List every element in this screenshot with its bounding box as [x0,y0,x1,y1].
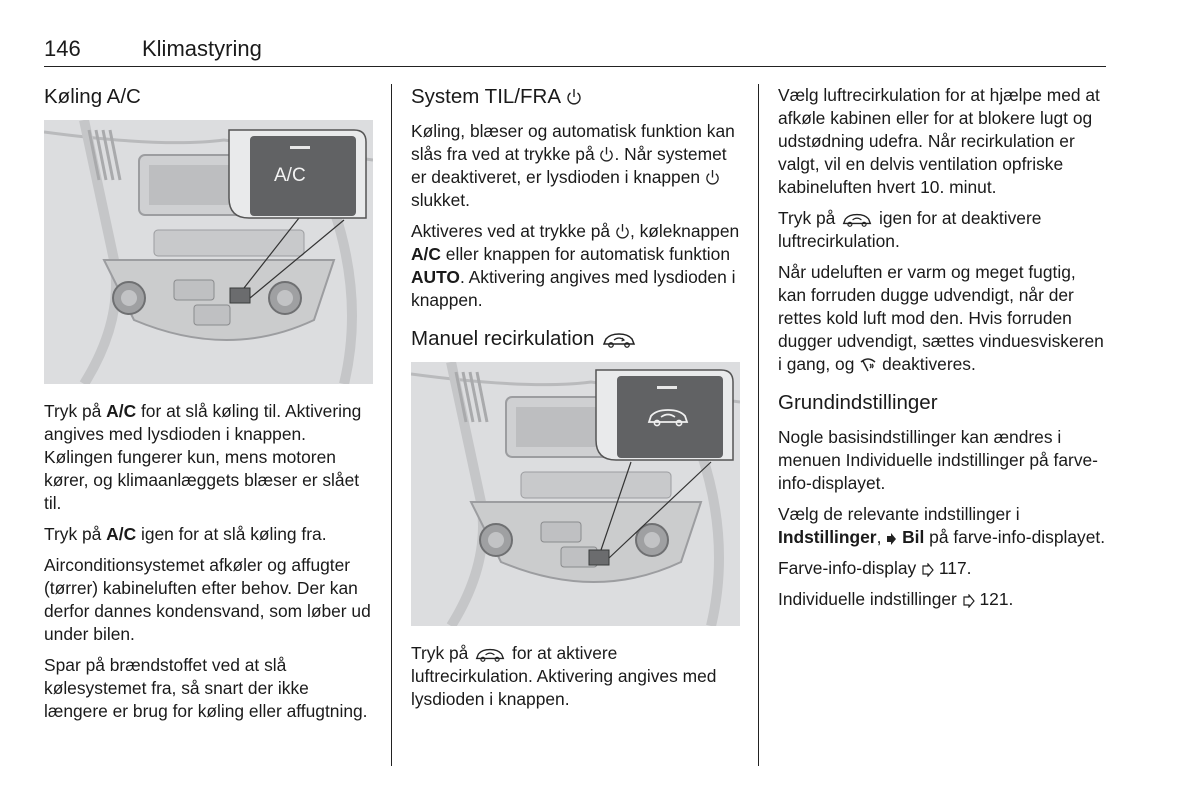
paragraph: Tryk på A/C igen for at slå køling fra. [44,524,327,544]
arrow-right-icon [886,532,897,546]
column-1 [44,84,374,731]
column-divider [758,84,759,766]
page-header [44,34,1106,67]
recirculation-icon [600,330,638,348]
power-icon [615,223,630,240]
paragraph: Når udeluften er varm og meget fugtig, kan forruden dugge udvendigt, når der rettes kold luft mod den. Hvis forruden dugger udvendigt, sættes vinduesviskeren i gang, og deaktiveres. [778,262,1104,374]
paragraph: Aktiveres ved at trykke på , køleknappen A/C eller knappen for automatisk funktion AUTO. Aktivering angives med lysdioden i knappen. [411,221,740,310]
recirculation-icon [840,211,874,227]
section-title-ac: Køling A/C [44,85,141,108]
column-divider [391,84,392,766]
column-2 [411,84,741,719]
paragraph: Tryk på igen for at deaktivere luftrecirkulation. [778,208,1042,251]
power-icon [566,88,582,106]
section-title-recirculation: Manuel recirkulation [411,326,741,352]
page-reference-link[interactable]: 121. [979,589,1014,609]
paragraph: Airconditionsystemet afkøler og affugter (tørrer) kabineluften efter behov. Der kan derfor dannes kondensvand, som løber ud under bilen. [44,555,371,644]
page-number: 146 [44,36,81,61]
paragraph: Køling, blæser og automatisk funktion kan slås fra ved at trykke på . Når systemet er deaktiveret, er lysdioden i knappen slukket. [411,121,735,210]
section-title-system: System TIL/FRA [411,84,741,110]
page-reference-link[interactable]: 117. [938,558,972,578]
section-title-basic-settings: Grundindstillinger [778,391,938,414]
paragraph: Nogle basisindstillinger kan ændres i menuen Individuelle indstillinger på farve-info-displayet. [778,427,1098,493]
ac-button-figure [44,120,373,384]
wiper-icon [859,356,877,373]
paragraph: Farve-info-display 117. [778,558,972,578]
chapter-title: Klimastyring [142,36,262,61]
paragraph: Tryk på A/C for at slå køling til. Aktivering angives med lysdioden i knappen. Kølingen fungerer kun, mens motoren kører, og klimaanlæggets blæser er slået til. [44,401,362,513]
recirculation-icon [473,646,507,662]
paragraph: Vælg de relevante indstillinger i Indstillinger, Bil på farve-info-displayet. [778,504,1106,547]
paragraph: Vælg luftrecirkulation for at hjælpe med at afkøle kabinen eller for at blokere lugt og udstødning udefra. Når recirkulation er valgt, vil en delvis ventilation opfriske kabineluften hvert 10. minut. [778,85,1100,197]
recirculation-button-figure [411,362,740,626]
power-icon [705,169,720,186]
column-3 [778,84,1108,619]
paragraph: Spar på brændstoffet ved at slå kølesystemet fra, så snart der ikke længere er brug for køling eller affugtning. [44,655,368,721]
paragraph: Individuelle indstillinger 121. [778,589,1014,609]
power-icon [599,146,614,163]
page-reference-icon [921,563,934,577]
page-reference-icon [962,594,975,608]
ac-button-label: A/C [274,165,306,186]
paragraph: Tryk på for at aktivere luftrecirkulation. Aktivering angives med lysdioden i knappen. [411,643,717,709]
